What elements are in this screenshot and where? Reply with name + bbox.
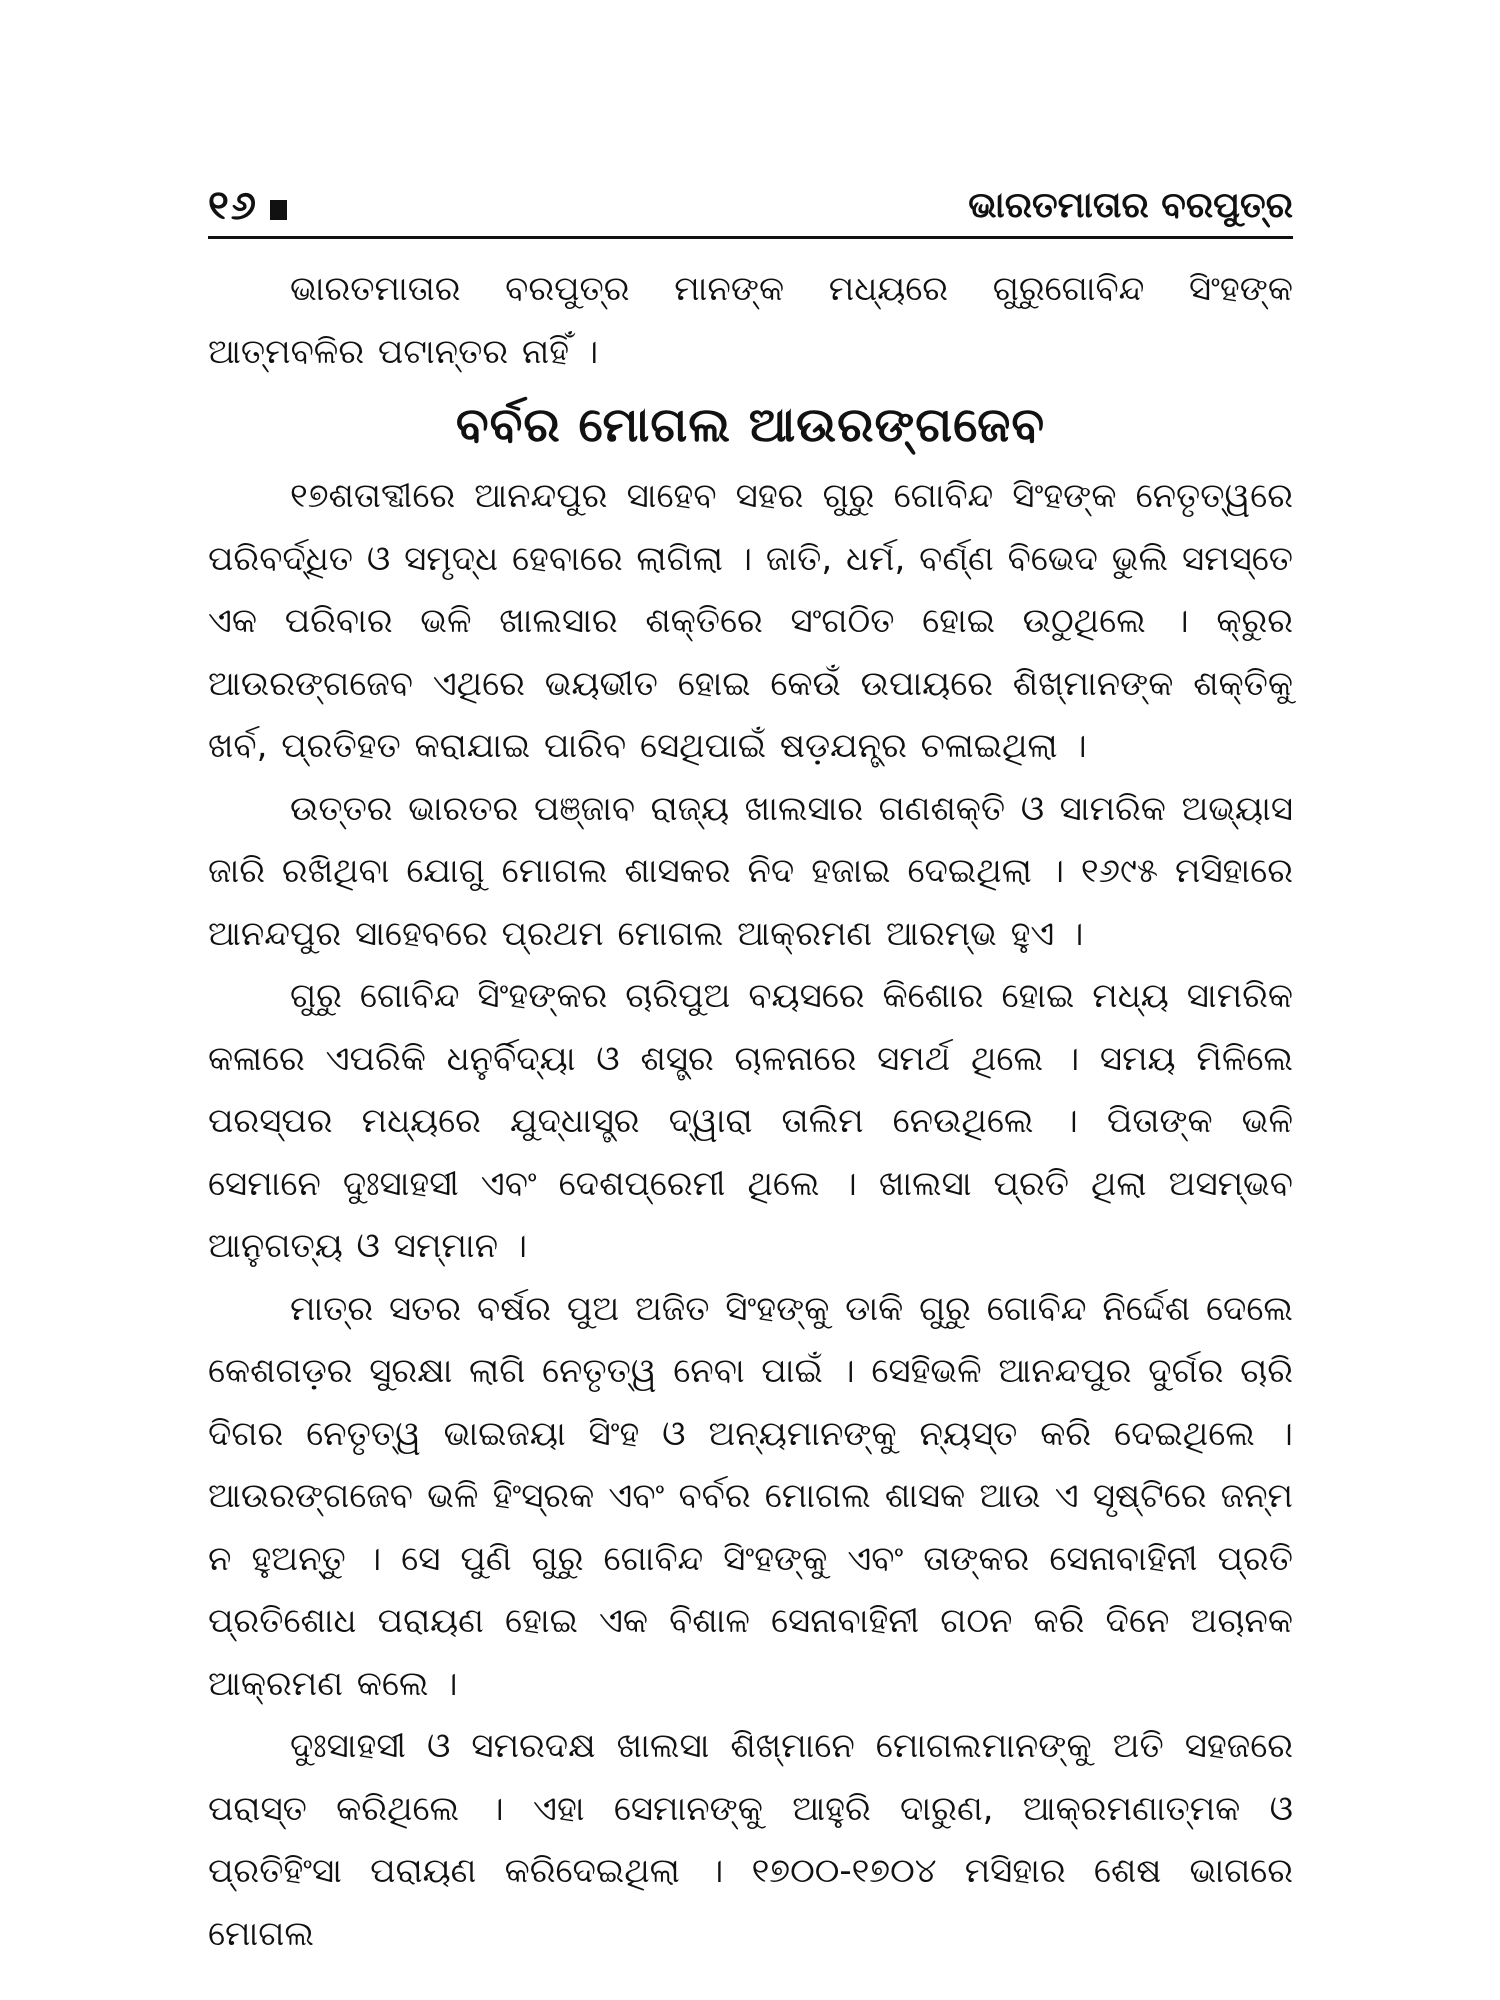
- square-bullet-icon: [270, 200, 287, 220]
- header-rule: [208, 236, 1293, 239]
- body-paragraph: ଦୁଃସାହସୀ ଓ ସମରଦକ୍ଷ ଖାଲସା ଶିଖ୍‌ମାନେ ମୋଗଲମାନଙ୍କୁ ଅତି ସହଜରେ ପରାସ୍ତ କରିଥିଲେ । ଏହା ସେମାନଙ୍କୁ ଆହୁରି ଦାରୁଣ, ଆକ୍ରମଣାତ୍ମକ ଓ ପ୍ରତିହିଂସା ପରାୟଣ କରିଦେଇଥିଲା । ୧୭୦୦-୧୭୦୪ ମସିହାର ଶେଷ ଭାଗରେ ମୋଗଲ: [208, 1726, 1293, 1954]
- page-number: ୧୬: [208, 183, 258, 229]
- page-body: [208, 258, 1293, 1965]
- section-heading: ବର୍ବର ମୋଗଲ ଆଉରଙ୍ଗଜେବ: [455, 397, 1046, 453]
- body-paragraph: ଉତ୍ତର ଭାରତର ପଞ୍ଜାବ ରାଜ୍ୟ ଖାଲସାର ଗଣଶକ୍ତି ଓ ସାମରିକ ଅଭ୍ୟାସ ଜାରି ରଖିଥିବା ଯୋଗୁ ମୋଗଲ ଶାସକର ନିଦ ହଜାଇ ଦେଇଥିଲା । ୧୬୯୫ ମସିହାରେ ଆନନ୍ଦପୁର ସାହେବରେ ପ୍ରଥମ ମୋଗଲ ଆକ୍ରମଣ ଆରମ୍ଭ ହୁଏ ।: [208, 788, 1293, 954]
- running-title: ଭାରତମାତାର ବରପୁତ୍ର: [968, 185, 1293, 226]
- page-number-block: [208, 178, 287, 234]
- intro-paragraph: ଭାରତମାତାର ବରପୁତ୍ର ମାନଙ୍କ ମଧ୍ୟରେ ଗୁରୁଗୋବିନ୍ଦ ସିଂହଙ୍କ ଆତ୍ମବଳିର ପଟାନ୍ତର ନାହିଁ ।: [208, 269, 1293, 372]
- page-header: [208, 178, 1293, 234]
- body-paragraph: ଗୁରୁ ଗୋବିନ୍ଦ ସିଂହଙ୍କର ଚାରିପୁଅ ବୟସରେ କିଶୋର ହୋଇ ମଧ୍ୟ ସାମରିକ କଳାରେ ଏପରିକି ଧନୁର୍ବିଦ୍ୟା ଓ ଶସ୍ତ୍ର ଚାଳନାରେ ସମର୍ଥ ଥିଲେ । ସମୟ ମିଳିଲେ ପରସ୍ପର ମଧ୍ୟରେ ଯୁଦ୍ଧାସ୍ତ୍ର ଦ୍ୱାରା ତାଲିମ ନେଉଥିଲେ । ପିତାଙ୍କ ଭଳି ସେମାନେ ଦୁଃସାହସୀ ଏବଂ ଦେଶପ୍ରେମୀ ଥିଲେ । ଖାଲସା ପ୍ରତି ଥିଲା ଅସମ୍ଭବ ଆନୁଗତ୍ୟ ଓ ସମ୍ମାନ ।: [208, 976, 1293, 1266]
- body-paragraph: ମାତ୍ର ସତର ବର୍ଷର ପୁଅ ଅଜିତ ସିଂହଙ୍କୁ ଡାକି ଗୁରୁ ଗୋବିନ୍ଦ ନିର୍ଦ୍ଦେଶ ଦେଲେ କେଶଗଡ଼ର ସୁରକ୍ଷା ଲାଗି ନେତୃତ୍ୱ ନେବା ପାଇଁ । ସେହିଭଳି ଆନନ୍ଦପୁର ଦୁର୍ଗର ଚାରି ଦିଗର ନେତୃତ୍ୱ ଭାଇଜୟା ସିଂହ ଓ ଅନ୍ୟମାନଙ୍କୁ ନ୍ୟସ୍ତ କରି ଦେଇଥିଲେ । ଆଉରଙ୍ଗଜେବ ଭଳି ହିଂସ୍ରକ ଏବଂ ବର୍ବର ମୋଗଲ ଶାସକ ଆଉ ଏ ସୃଷ୍ଟିରେ ଜନ୍ମ ନ ହୁଅନ୍ତୁ । ସେ ପୁଣି ଗୁରୁ ଗୋବିନ୍ଦ ସିଂହଙ୍କୁ ଏବଂ ତାଙ୍କର ସେନାବାହିନୀ ପ୍ରତି ପ୍ରତିଶୋଧ ପରାୟଣ ହୋଇ ଏକ ବିଶାଳ ସେନାବାହିନୀ ଗଠନ କରି ଦିନେ ଅଚାନକ ଆକ୍ରମଣ କଲେ ।: [208, 1288, 1293, 1704]
- body-paragraph: ୧୭ଶତାବ୍ଦୀରେ ଆନନ୍ଦପୁର ସାହେବ ସହର ଗୁରୁ ଗୋବିନ୍ଦ ସିଂହଙ୍କ ନେତୃତ୍ୱରେ ପରିବର୍ଦ୍ଧିତ ଓ ସମୃଦ୍ଧ ହେବାରେ ଲାଗିଲା । ଜାତି, ଧର୍ମ, ବର୍ଣ୍ଣ ବିଭେଦ ଭୁଲି ସମସ୍ତେ ଏକ ପରିବାର ଭଳି ଖାଲସାର ଶକ୍ତିରେ ସଂଗଠିତ ହୋଇ ଉଠୁଥିଲେ । କ୍ରୁର ଆଉରଙ୍ଗଜେବ ଏଥିରେ ଭୟଭୀତ ହୋଇ କେଉଁ ଉପାୟରେ ଶିଖ୍‌ମାନଙ୍କ ଶକ୍ତିକୁ ଖର୍ବ, ପ୍ରତିହତ କରାଯାଇ ପାରିବ ସେଥିପାଇଁ ଷଡ଼ଯନ୍ତ୍ର ଚଳାଇଥିଲା ।: [208, 476, 1293, 766]
